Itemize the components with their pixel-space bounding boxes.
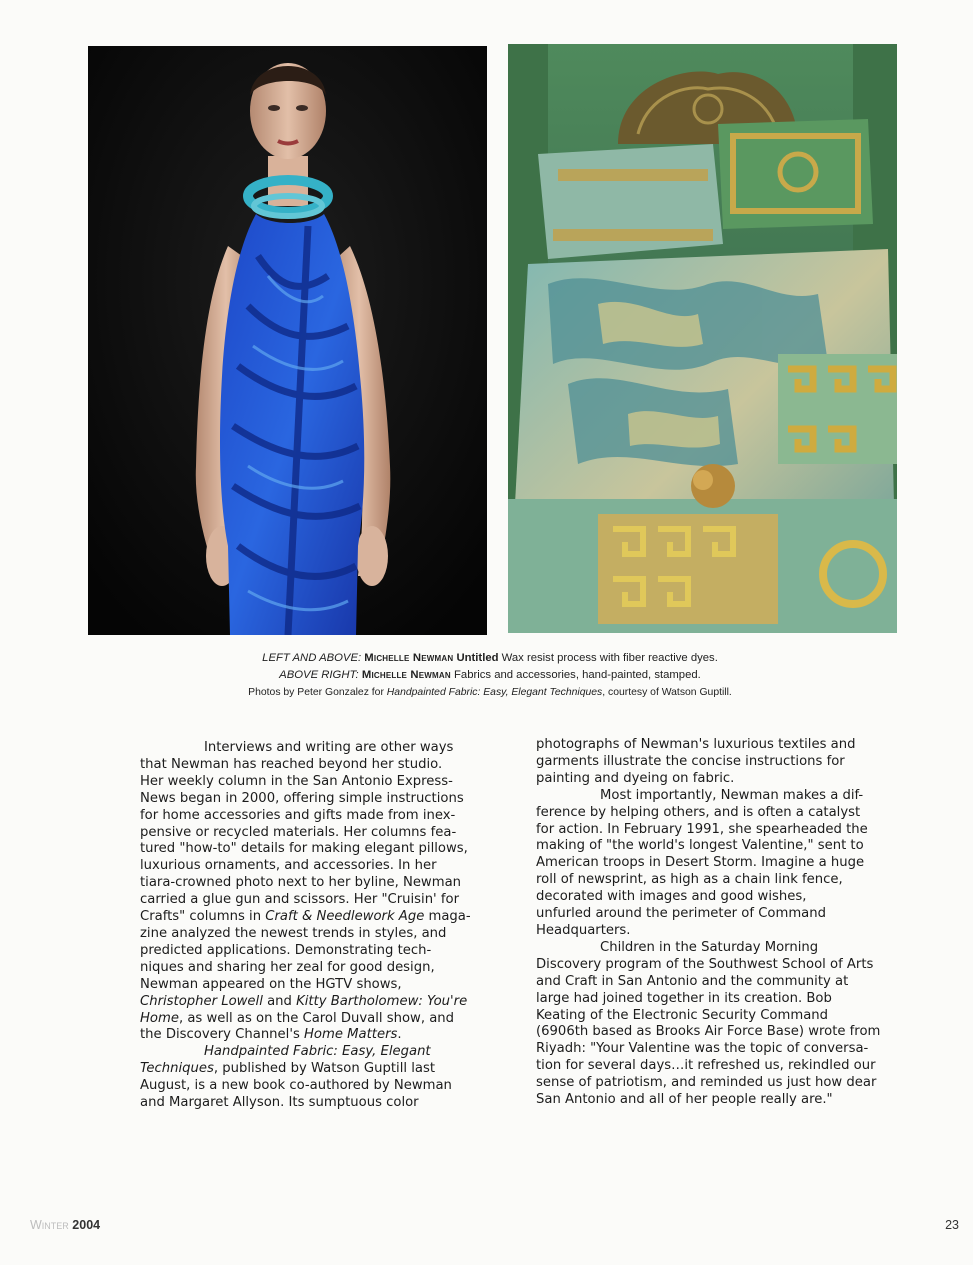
caption-description: Wax resist process with fiber reactive dyes. [501,652,718,664]
text-line: unfurled around the perimeter of Command [536,906,826,922]
show-title: Home [140,1010,179,1026]
text-line: Riyadh: "Your Valentine was the topic of conversa- [536,1041,869,1057]
text-run: , published by Watson Guptill last [213,1061,435,1077]
text-line: Her weekly column in the San Antonio Express- [140,773,453,789]
text-line: roll of newsprint, as high as a chain link fence, [536,872,843,888]
text-line: carried a glue gun and scissors. Her "Cruisin' for [140,892,460,908]
caption-lead-left: LEFT AND ABOVE: [262,652,362,664]
text-line: and Craft in San Antonio and the community at [536,973,849,989]
footer-season: Winter [30,1218,69,1232]
text-line [140,909,500,926]
book-title: Handpainted Fabric: Easy, Elegant [204,1044,431,1060]
text-line: tiara-crowned photo next to her byline, Newman [140,875,462,891]
caption-line-2 [180,667,800,684]
text-line [140,1044,500,1061]
text-line: San Antonio and all of her people really are." [536,1092,833,1108]
text-run: maga- [424,909,471,925]
caption-artwork-title: Untitled [456,652,499,664]
text-run: Crafts" columns in [140,909,262,925]
text-line [140,1061,500,1078]
caption-line-1 [180,650,800,667]
text-line: luxurious ornaments, and accessories. In her [140,858,437,874]
footer-year: 2004 [72,1218,101,1232]
text-line: Headquarters. [536,922,631,938]
text-run: , as well as on the Carol Duvall show, and [178,1010,455,1026]
text-line [140,994,500,1011]
show-title: Christopher Lowell [140,993,263,1009]
text-line: News began in 2000, offering simple instructions [140,790,464,806]
photo-woman-blue-garment [88,46,487,635]
text-line: Most importantly, Newman makes a dif- [600,787,864,803]
text-line: sense of patriotism, and reminded us just how dear [536,1075,877,1091]
text-line: garments illustrate the concise instructions for [536,753,845,769]
text-line: for home accessories and gifts made from inex- [140,807,456,823]
show-title: Home Matters [304,1027,398,1043]
photo-bed-fabrics [508,44,897,633]
show-title: Kitty Bartholomew: You're [296,993,468,1009]
text-line: predicted applications. Demonstrating tech- [140,942,432,958]
text-line: that Newman has reached beyond her studio. [140,756,443,772]
text-line: for action. In February 1991, she spearheaded the [536,821,868,837]
text-line: photographs of Newman's luxurious textiles and [536,737,856,752]
caption-artist: Michelle Newman [361,669,451,681]
text-line: Newman appeared on the HGTV shows, [140,976,402,992]
text-line: and Margaret Allyson. Its sumptuous color [140,1095,419,1111]
text-line: painting and dyeing on fabric. [536,770,735,786]
page-number: 23 [945,1218,959,1232]
text-line: niques and sharing her zeal for good design, [140,959,435,975]
text-line: (6906th based as Brooks Air Force Base) wrote from [536,1024,881,1040]
text-line: August, is a new book co-authored by Newman [140,1078,452,1094]
text-run: and [262,993,297,1009]
text-line: tured "how-to" details for making elegant pillows, [140,841,468,857]
book-title: Techniques [140,1061,214,1077]
article-column-left [140,740,500,1112]
footer-issue [30,1218,100,1232]
caption-artist: Michelle Newman [364,652,454,664]
text-line [140,1027,500,1044]
text-run: . [397,1027,402,1043]
text-line: Interviews and writing are other ways [204,740,454,755]
text-line: large had joined together in its creation. Bob [536,990,832,1006]
text-line: pensive or recycled materials. Her columns fea- [140,824,457,840]
article-column-right [536,737,906,1109]
text-line: Discovery program of the Southwest School of Arts [536,956,874,972]
caption-description: Fabrics and accessories, hand-painted, stamped. [454,669,701,681]
text-line: Children in the Saturday Morning [600,939,819,955]
text-line: American troops in Desert Storm. Imagine a huge [536,855,865,871]
caption-photo-credit [180,684,800,701]
text-line: tion for several days…it refreshed us, rekindled our [536,1058,876,1074]
text-line: making of "the world's longest Valentine," sent to [536,838,864,854]
photo-bed-fabrics-image [508,44,897,633]
photo-woman-blue-garment-image [88,46,487,635]
credit-book-title: Handpainted Fabric: Easy, Elegant Techniques [386,687,603,698]
credit-suffix: , courtesy of Watson Guptill. [602,687,732,698]
photo-caption [180,650,800,701]
text-line: zine analyzed the newest trends in styles, and [140,925,447,941]
text-line: decorated with images and good wishes, [536,889,807,905]
text-run: the Discovery Channel's [140,1027,305,1043]
credit-prefix: Photos by Peter Gonzalez for [248,687,384,698]
text-line [140,1011,500,1028]
text-line: ference by helping others, and is often a catalyst [536,804,861,820]
caption-lead-right: ABOVE RIGHT: [279,669,359,681]
text-line: Keating of the Electronic Security Command [536,1007,828,1023]
magazine-title: Craft & Needlework Age [265,909,425,925]
